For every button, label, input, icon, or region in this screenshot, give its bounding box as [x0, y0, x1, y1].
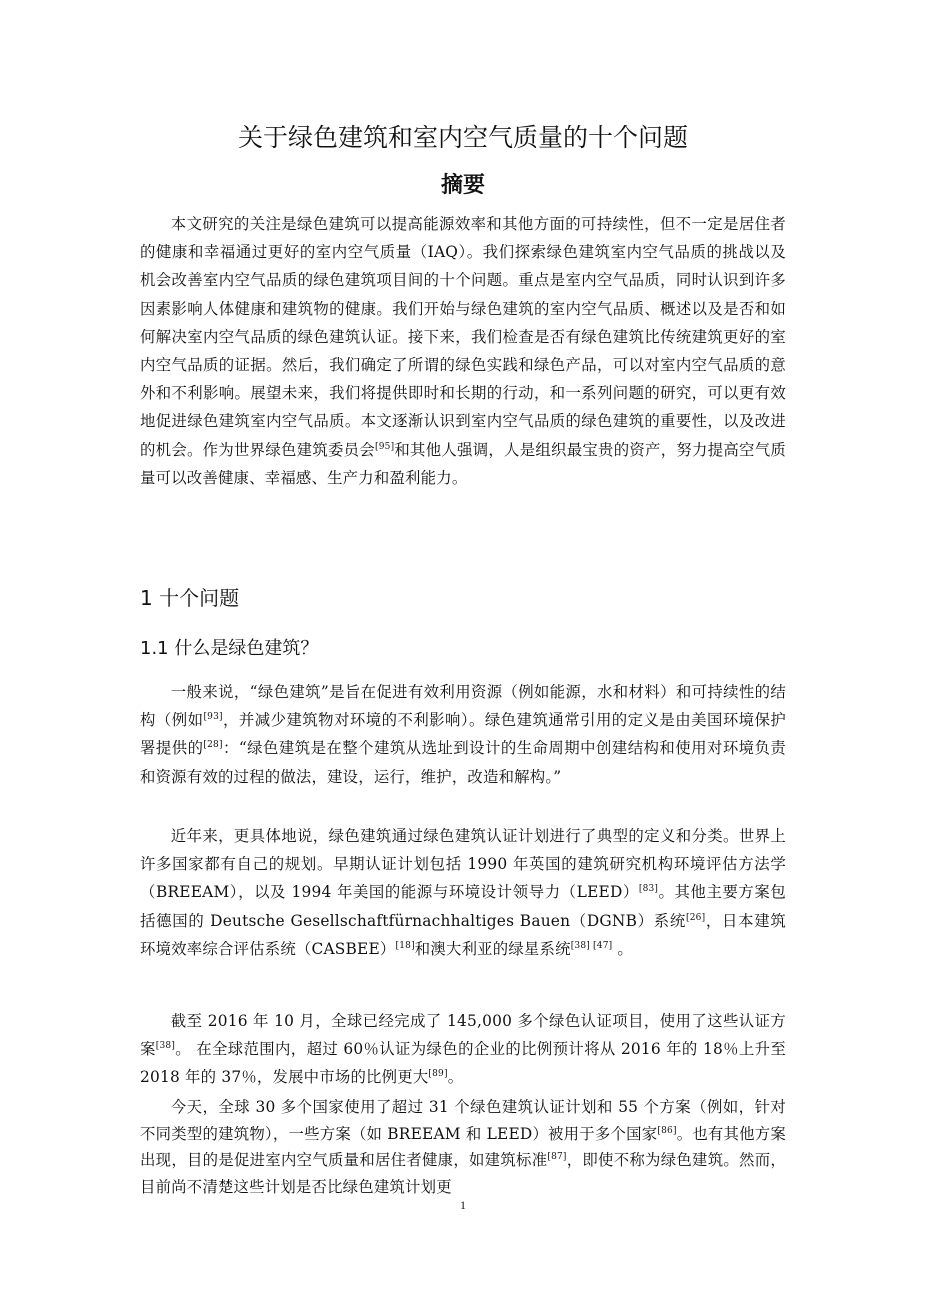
abstract-paragraph	[140, 210, 786, 492]
paragraph-4	[140, 1094, 786, 1200]
citation-93: [93]	[203, 712, 223, 723]
p2-text-4: 和澳大利亚的绿星系统	[414, 939, 571, 958]
p2-text-5: 。	[612, 939, 634, 958]
citation-28: [28]	[203, 740, 223, 751]
citation-89: [89]	[428, 1069, 448, 1080]
paragraph-3	[140, 1007, 786, 1092]
p4-text-1: 今天，全球 30 多个国家使用了超过 31 个绿色建筑认证计划和 55 个方案（例如，针对不同类型的建筑物），一些方案（如 BREEAM 和 LEED）被用于多个国家	[140, 1098, 786, 1143]
p4-text-3: ，即使不称为绿色建筑。然而，目前尚不清楚这些计划是否比绿色建筑计划更	[140, 1151, 786, 1196]
p1-text-1: 一般来说，“绿色建筑”是旨在促进有效利用资源（例如能源，水和材料）和可持续性的结构（例如	[140, 683, 786, 730]
citation-38-47: [38] [47]	[570, 940, 613, 951]
abstract-heading: 摘要	[440, 173, 485, 198]
p3-text-2: 。 在全球范围内，超过 60％认证为绿色的企业的比例预计将从 2016 年的 18％上升至 2018 年的 37％，发展中市场的比例更大	[140, 1040, 786, 1087]
citation-18: [18]	[395, 940, 415, 951]
page-number: 1	[460, 1198, 466, 1212]
p2-text-1: 近年来，更具体地说，绿色建筑通过绿色建筑认证计划进行了典型的定义和分类。世界上许多国家都有自己的规划。早期认证计划包括 1990 年英国的建筑研究机构环境评估方法学（BREEAM），以及 1994 年美国的能源与环境设计领导力（LEED）	[140, 827, 786, 902]
abstract-text-2: 和其他人强调，人是组织最宝贵的资产，努力提高空气质量可以改善健康、幸福感、生产力和盈利能力。	[140, 440, 786, 487]
citation-26: [26]	[686, 912, 706, 923]
citation-95: [95]	[375, 441, 395, 452]
p1-text-2: ，并减少建筑物对环境的不利影响）。绿色建筑通常引用的定义是由美国环境保护署提供的	[140, 711, 786, 758]
p3-text-1: 截至 2016 年 10 月，全球已经完成了 145,000 多个绿色认证项目，使用了这些认证方案	[140, 1012, 786, 1059]
p1-text-3: ：“绿色建筑是在整个建筑从选址到设计的生命周期中创建结构和使用对环境负责和资源有效的过程的做法，建设，运行，维护，改造和解构。”	[140, 739, 786, 786]
document-title: 关于绿色建筑和室内空气质量的十个问题	[237, 123, 688, 152]
abstract-text-1: 本文研究的关注是绿色建筑可以提高能源效率和其他方面的可持续性，但不一定是居住者的健康和幸福通过更好的室内空气质量（IAQ）。我们探索绿色建筑室内空气品质的挑战以及机会改善室内空气品质的绿色建筑项目间的十个问题。重点是室内空气品质，同时认识到许多因素影响人体健康和建筑物的健康。我们开始与绿色建筑的室内空气品质、概述以及是否和如何解决室内空气品质的绿色建筑认证。接下来，我们检查是否有绿色建筑比传统建筑更好的室内空气品质的证据。然后，我们确定了所谓的绿色实践和绿色产品，可以对室内空气品质的意外和不利影响。展望未来，我们将提供即时和长期的行动，和一系列问题的研究，可以更有效地促进绿色建筑室内空气品质。本文逐渐认识到室内空气品质的绿色建筑的重要性，以及改进的机会。作为世界绿色建筑委员会	[140, 215, 786, 459]
p4-text-2: 。也有其他方案出现，目的是促进室内空气质量和居住者健康，如建筑标准	[140, 1124, 786, 1169]
citation-87: [87]	[547, 1152, 567, 1162]
section-heading-1: 1 十个问题	[140, 586, 240, 610]
p2-text-2: 。其他主要方案包括德国的 Deutsche Gesellschaftfürnachhaltiges Bauen（DGNB）系统	[140, 883, 786, 930]
p2-text-3: ，日本建筑环境效率综合评估系统（CASBEE）	[140, 911, 786, 958]
section-heading-1-1: 1.1 什么是绿色建筑？	[140, 638, 319, 659]
paragraph-1	[140, 678, 786, 791]
citation-38b: [38]	[155, 1041, 176, 1052]
citation-86: [86]	[657, 1125, 677, 1136]
paragraph-2	[140, 822, 786, 963]
p3-text-3: 。	[447, 1068, 464, 1087]
citation-83: [83]	[638, 884, 659, 895]
